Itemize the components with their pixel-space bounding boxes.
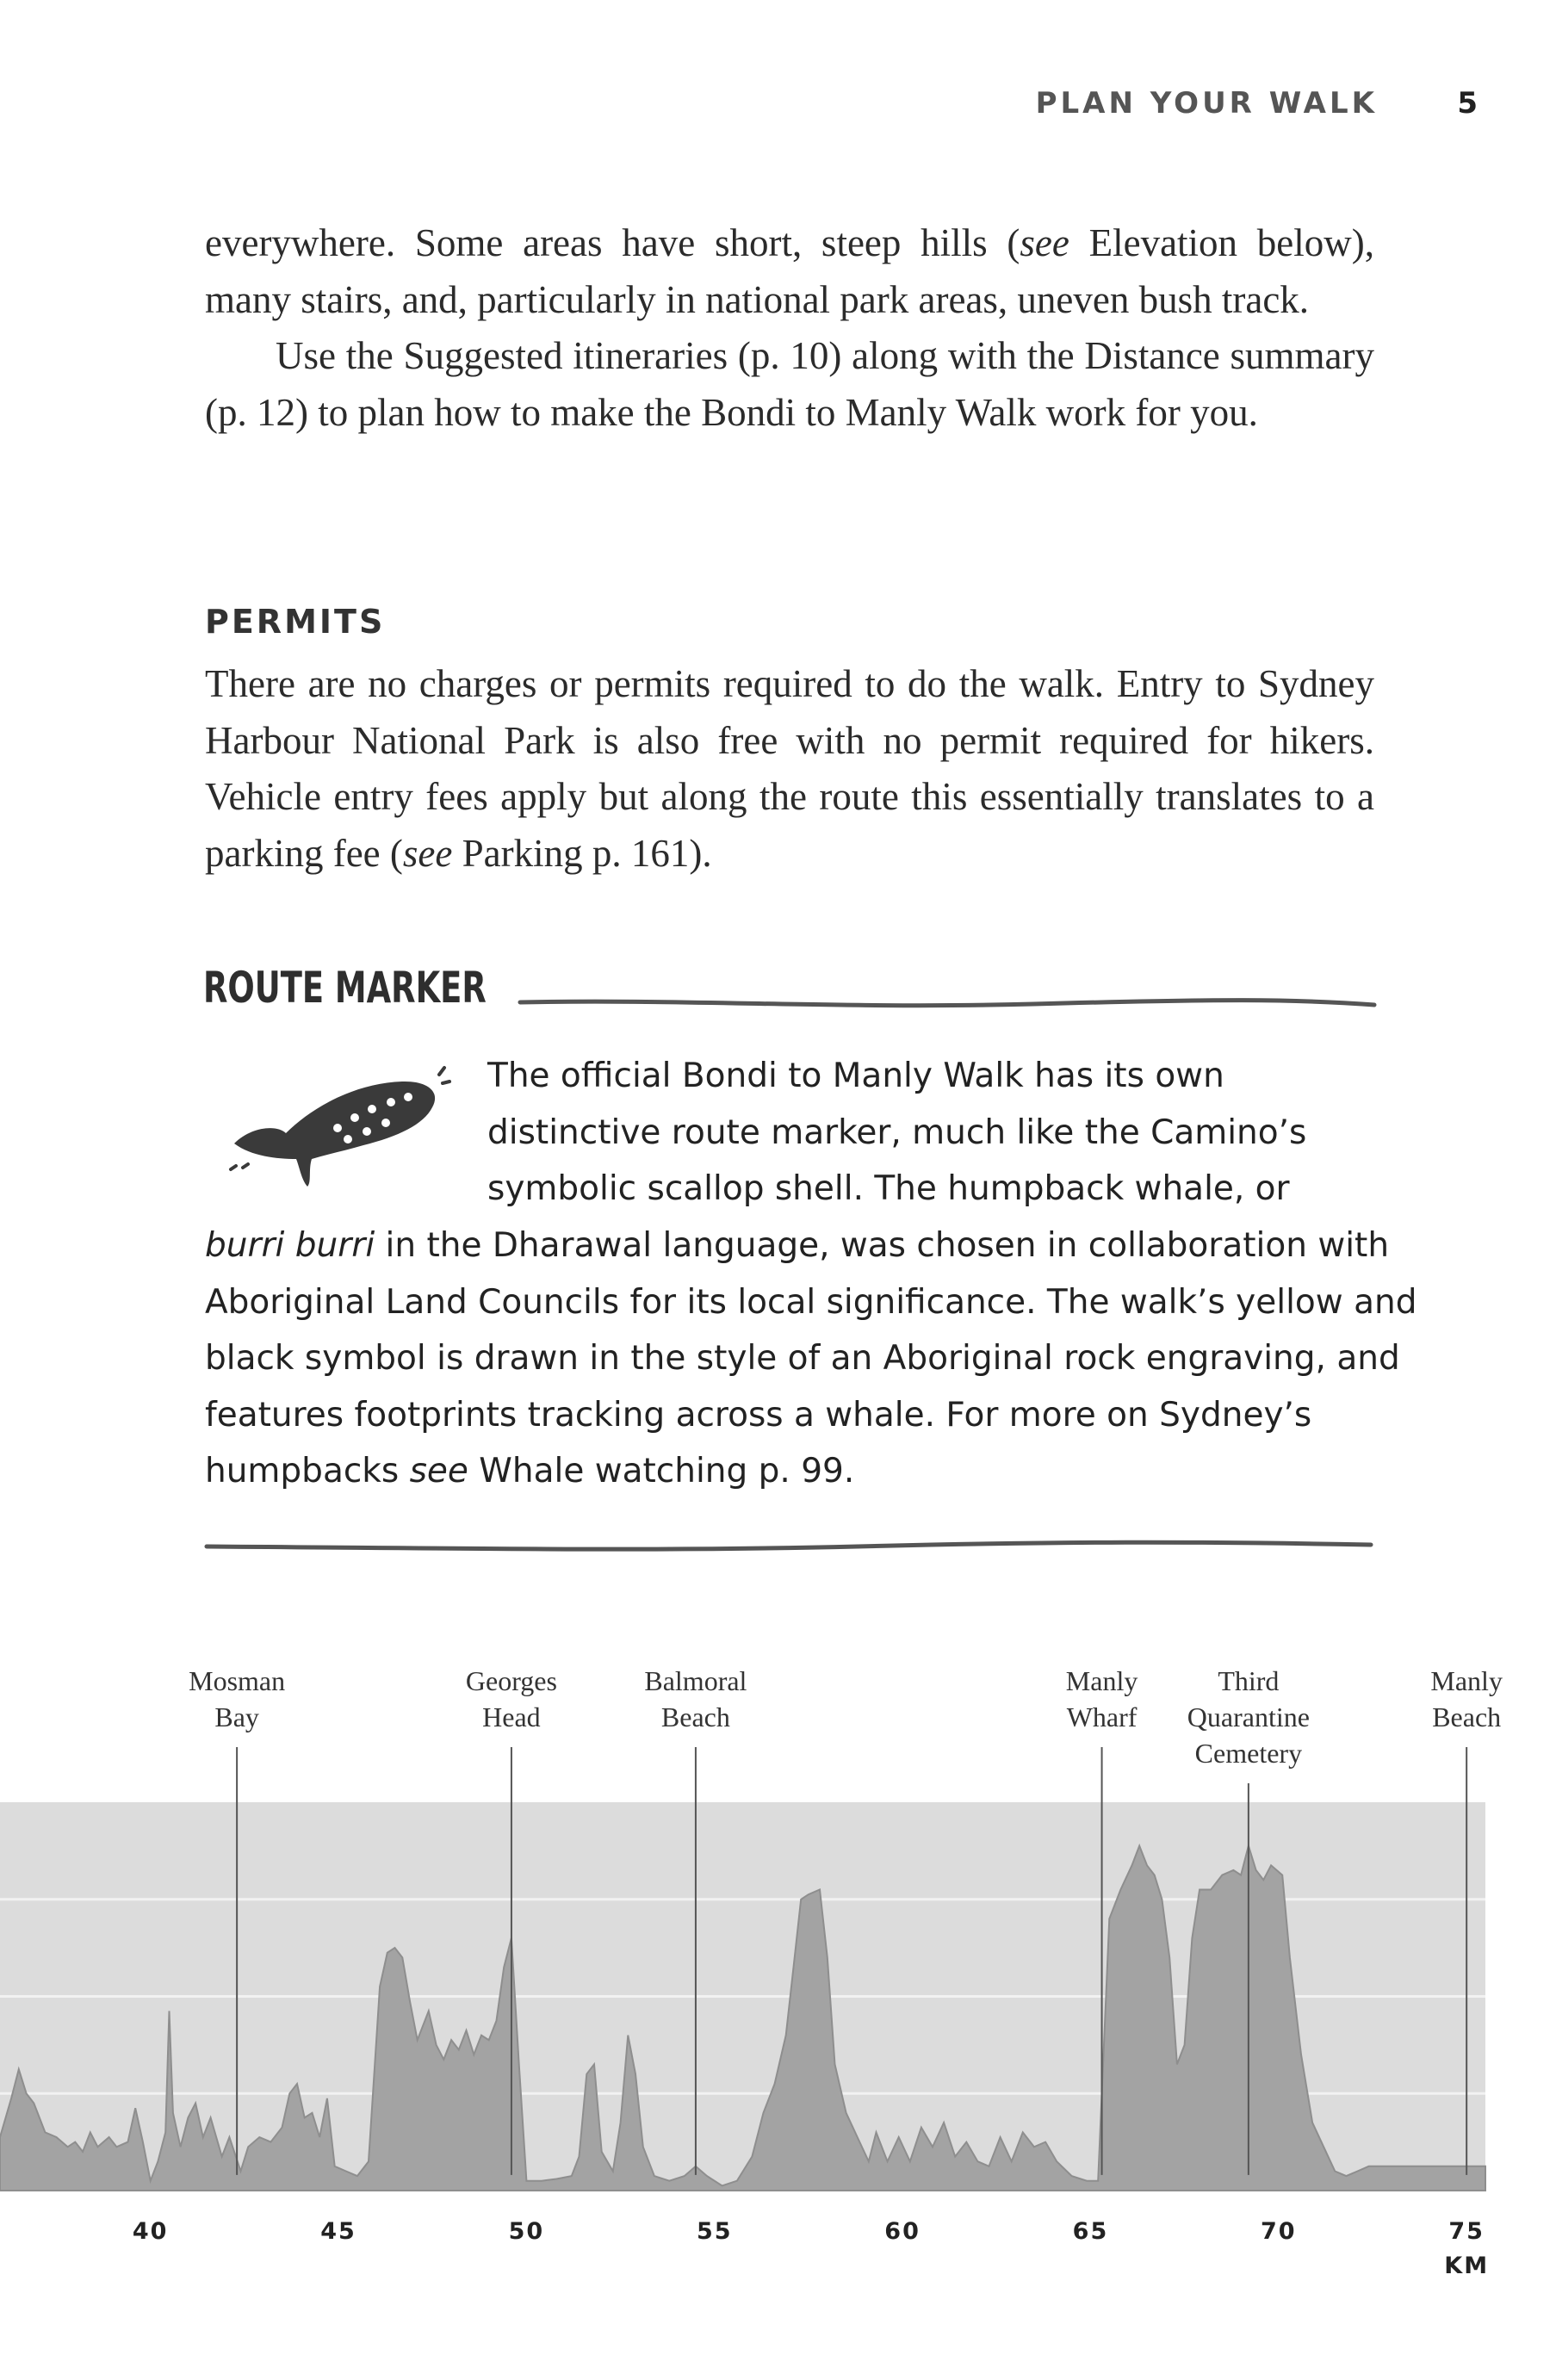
page-number: 5	[1457, 86, 1481, 121]
route-marker-heading: ROUTE MARKER	[203, 963, 487, 1013]
landmark-label: Wharf	[1066, 1701, 1138, 1732]
whale-route-marker-icon	[226, 1057, 458, 1195]
landmark-label: Manly	[1430, 1670, 1503, 1696]
landmark-label: Beach	[660, 1701, 730, 1732]
x-tick-label: 50	[508, 2218, 545, 2245]
running-head	[1033, 86, 1481, 129]
landmark-label: Head	[482, 1701, 541, 1732]
landmark-label: Balmoral	[644, 1670, 747, 1696]
x-tick-label: 70	[1261, 2218, 1297, 2245]
elevation-profile-chart	[0, 1670, 1556, 2290]
permits-heading: PERMITS	[205, 603, 386, 641]
x-tick-label: 75	[1448, 2218, 1485, 2245]
x-tick-label: 65	[1072, 2218, 1109, 2245]
landmark-label: Bay	[214, 1701, 259, 1732]
intro-text	[205, 215, 1374, 441]
intro-paragraph-1: everywhere. Some areas have short, steep hills (see Elevation below), many stairs, and, particularly in national park areas, uneven bush track.	[205, 221, 1374, 321]
landmark-label: Manly	[1065, 1670, 1138, 1696]
route-marker-intro: The official Bondi to Manly Walk has its own distinctive route marker, much like the Camino’s symbolic scallop shell. The humpback whale, or	[487, 1057, 1307, 1208]
route-marker-body: burri burri in the Dharawal language, was chosen in collaboration with Aboriginal Land Councils for its local significance. The walk’s yellow and black symbol is drawn in the style of an Aboriginal rock engraving, and features footprints tracking across a whale. For more on Sydney’s humpbacks see Whale watching p. 99.	[205, 1226, 1417, 1491]
route-heading-rule	[517, 990, 1378, 1016]
landmark-label: Beach	[1432, 1701, 1502, 1732]
landmark-label: Quarantine	[1187, 1701, 1310, 1732]
landmark-label: Georges	[465, 1670, 557, 1696]
x-tick-label: 60	[884, 2218, 921, 2245]
x-tick-label: 45	[320, 2218, 356, 2245]
x-tick-label: 40	[132, 2218, 169, 2245]
landmark-label: Cemetery	[1194, 1738, 1303, 1769]
permits-text: There are no charges or permits required to do the walk. Entry to Sydney Harbour National Park is also free with no permit required for hikers. Vehicle entry fees apply but along the route this essentially translates to a parking fee (see Parking p. 161).	[205, 662, 1374, 875]
x-axis-unit-label: KM	[1444, 2253, 1490, 2279]
landmark-label: Third	[1218, 1670, 1280, 1696]
landmark-label: Mosman	[189, 1670, 286, 1696]
intro-paragraph-2: Use the Suggested itineraries (p. 10) along with the Distance summary (p. 12) to plan how to make the Bondi to Manly Walk work for you.	[205, 334, 1374, 434]
section-title: PLAN YOUR WALK	[1035, 86, 1378, 121]
route-section-bottom-rule	[203, 1534, 1374, 1560]
x-tick-label: 55	[696, 2218, 733, 2245]
